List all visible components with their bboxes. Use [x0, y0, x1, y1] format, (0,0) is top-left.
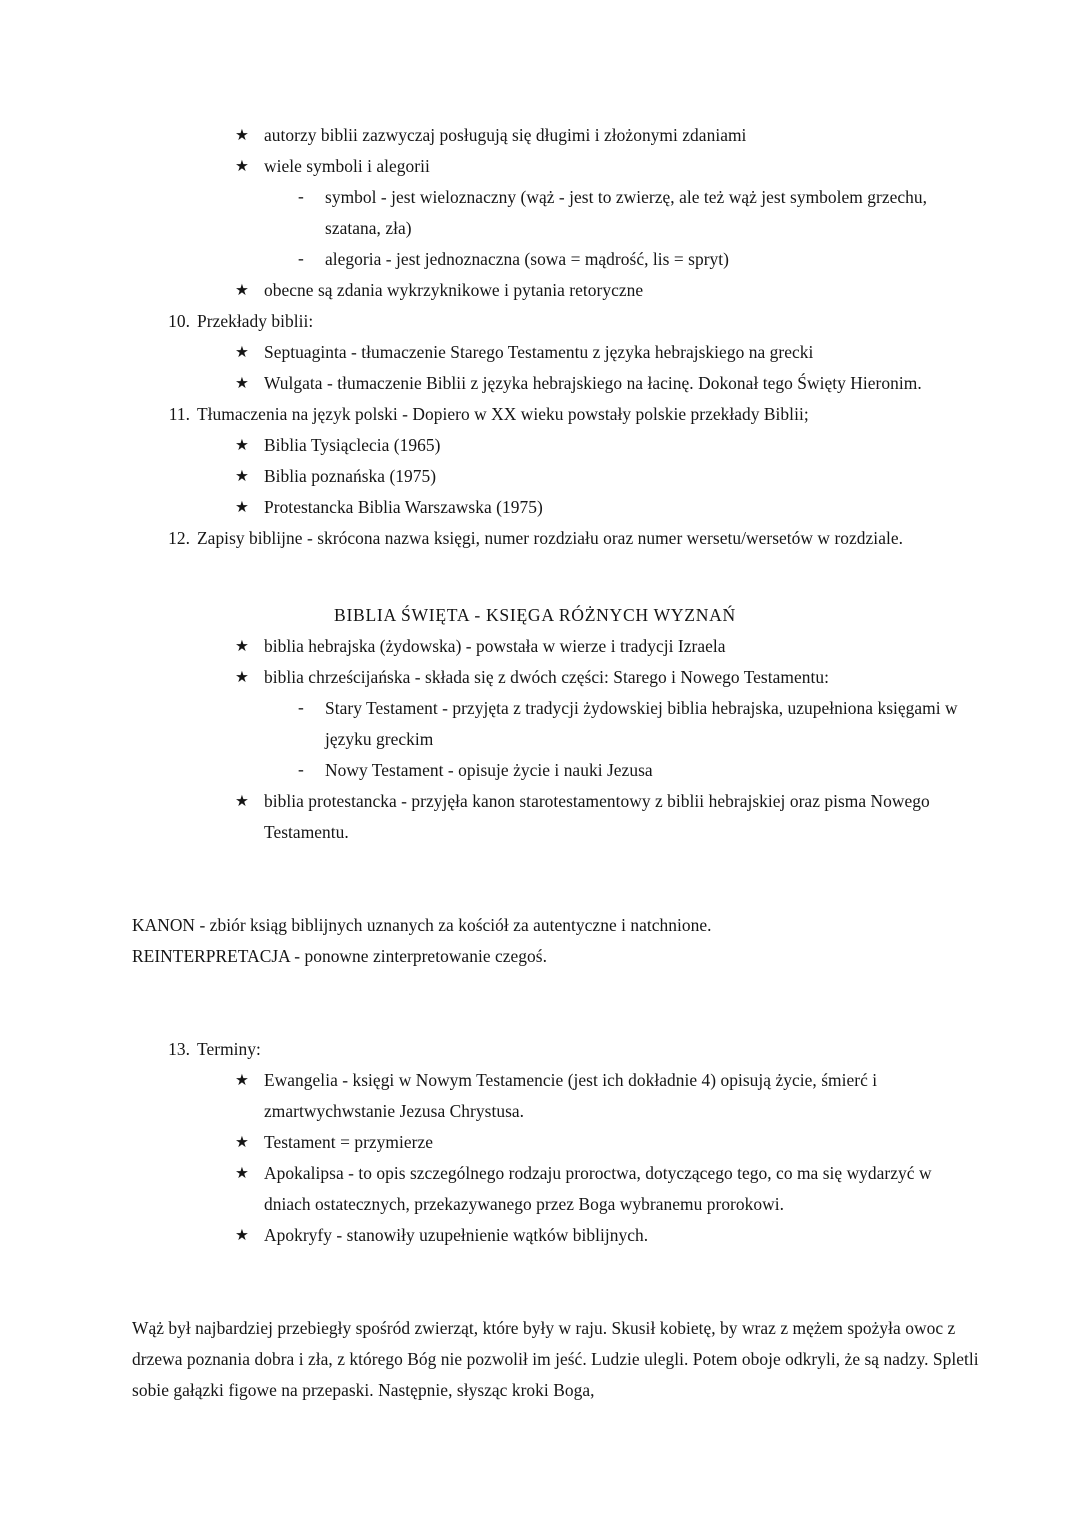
star-bullet-icon: ★: [235, 638, 249, 655]
numbered-list-item-text: Terminy:: [197, 1039, 261, 1059]
spacer: [132, 972, 980, 1034]
list-item: [235, 631, 980, 662]
spacer: [132, 554, 980, 600]
star-bullet-icon: ★: [235, 375, 249, 392]
star-bullet-icon: ★: [235, 468, 249, 485]
star-bullet-icon: ★: [235, 1227, 249, 1244]
list-item: [235, 368, 980, 399]
dash-bullet-icon: -: [298, 248, 304, 268]
list-item-text: Testament = przymierze: [264, 1132, 434, 1152]
list-item-text: Ewangelia - księgi w Nowym Testamencie (jest ich dokładnie 4) opisują życie, śmierć i zmartwychwstanie Jezusa Chrystusa.: [264, 1070, 878, 1121]
list-item: [235, 461, 980, 492]
list-item-text: Septuaginta - tłumaczenie Starego Testamentu z języka hebrajskiego na grecki: [264, 342, 814, 362]
list-item-text: Stary Testament - przyjęta z tradycji żydowskiej biblia hebrajska, uzupełniona księgami w języku greckim: [325, 698, 958, 749]
list-number: 11.: [168, 404, 190, 424]
list-item: [235, 786, 980, 848]
list-item-text: Protestancka Biblia Warszawska (1975): [264, 497, 543, 517]
dash-bullet-icon: -: [298, 697, 304, 717]
list-item-text: Biblia Tysiąclecia (1965): [264, 435, 441, 455]
list-item: [298, 693, 980, 755]
star-bullet-icon: ★: [235, 793, 249, 810]
star-bullet-icon: ★: [235, 158, 249, 175]
list-item: [235, 337, 980, 368]
closing-paragraph: Wąż był najbardziej przebiegły spośród zwierząt, które były w raju. Skusił kobietę, by wraz z mężem spożyła owoc z drzewa poznania dobra i zła, z którego Bóg nie pozwolił im jeść. Ludzie ulegli. Potem oboje odkryli, że są nadzy. Spletli sobie gałązki figowe na przepaski. Następnie, słysząc kroki Boga,: [132, 1318, 979, 1400]
list-item-text: Biblia poznańska (1975): [264, 466, 437, 486]
list-item-text: Apokalipsa - to opis szczególnego rodzaju proroctwa, dotyczącego tego, co ma się wydarzyć w dniach ostatecznych, przekazywanego przez Boga wybranemu prorokowi.: [264, 1163, 932, 1214]
list-item: [235, 1220, 980, 1251]
list-item-text: biblia chrześcijańska - składa się z dwóch części: Starego i Nowego Testamentu:: [264, 667, 829, 687]
numbered-list-item-text: Przekłady biblii:: [197, 311, 314, 331]
list-item-text: autorzy biblii zazwyczaj posługują się długimi i złożonymi zdaniami: [264, 125, 747, 145]
list-item-text: symbol - jest wieloznaczny (wąż - jest to zwierzę, ale też wąż jest symbolem grzechu, szatana, zła): [325, 187, 928, 238]
numbered-list-item-text: Zapisy biblijne - skrócona nazwa księgi, numer rozdziału oraz numer wersetu/wersetów w rozdziale.: [197, 528, 904, 548]
list-item: [298, 182, 980, 244]
dash-bullet-icon: -: [298, 186, 304, 206]
spacer: [132, 1251, 980, 1313]
star-bullet-icon: ★: [235, 127, 249, 144]
list-item: [235, 1158, 980, 1220]
list-item: [235, 662, 980, 693]
list-item: [235, 151, 980, 182]
list-number: 10.: [168, 311, 190, 331]
section-heading: BIBLIA ŚWIĘTA - KSIĘGA RÓŻNYCH WYZNAŃ: [334, 605, 736, 625]
list-number: 13.: [168, 1039, 190, 1059]
star-bullet-icon: ★: [235, 1165, 249, 1182]
list-item: [298, 755, 980, 786]
list-item-text: Nowy Testament - opisuje życie i nauki Jezusa: [325, 760, 653, 780]
star-bullet-icon: ★: [235, 282, 249, 299]
star-bullet-icon: ★: [235, 437, 249, 454]
star-bullet-icon: ★: [235, 669, 249, 686]
numbered-list-item: [132, 399, 980, 430]
list-item-text: biblia hebrajska (żydowska) - powstała w wierze i tradycji Izraela: [264, 636, 726, 656]
list-item: [298, 244, 980, 275]
numbered-list-item-text: Tłumaczenia na język polski - Dopiero w XX wieku powstały polskie przekłady Biblii;: [197, 404, 809, 424]
definition-reinterpretacja: REINTERPRETACJA - ponowne zinterpretowanie czegoś.: [132, 946, 548, 966]
star-bullet-icon: ★: [235, 344, 249, 361]
list-item: [235, 120, 980, 151]
list-item: [235, 1127, 980, 1158]
numbered-list-item: [132, 1034, 980, 1065]
list-item: [235, 492, 980, 523]
list-item: [235, 1065, 980, 1127]
list-item-text: wiele symboli i alegorii: [264, 156, 430, 176]
list-item-text: obecne są zdania wykrzyknikowe i pytania retoryczne: [264, 280, 644, 300]
star-bullet-icon: ★: [235, 1072, 249, 1089]
star-bullet-icon: ★: [235, 499, 249, 516]
star-bullet-icon: ★: [235, 1134, 249, 1151]
list-item: [235, 430, 980, 461]
dash-bullet-icon: -: [298, 759, 304, 779]
list-item-text: alegoria - jest jednoznaczna (sowa = mądrość, lis = spryt): [325, 249, 730, 269]
list-item-text: Apokryfy - stanowiły uzupełnienie wątków biblijnych.: [264, 1225, 649, 1245]
list-number: 12.: [168, 528, 190, 548]
numbered-list-item: [132, 523, 980, 554]
spacer: [132, 848, 980, 910]
list-item: [235, 275, 980, 306]
list-item-text: biblia protestancka - przyjęła kanon starotestamentowy z biblii hebrajskiej oraz pisma Nowego Testamentu.: [264, 791, 930, 842]
numbered-list-item: [132, 306, 980, 337]
list-item-text: Wulgata - tłumaczenie Biblii z języka hebrajskiego na łacinę. Dokonał tego Święty Hieronim.: [264, 373, 922, 393]
definition-kanon: KANON - zbiór ksiąg biblijnych uznanych za kościół za autentyczne i natchnione.: [132, 915, 712, 935]
